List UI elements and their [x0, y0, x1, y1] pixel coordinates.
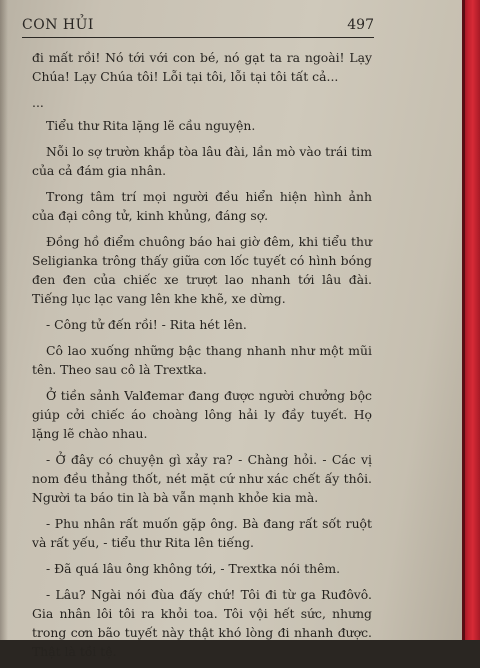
book-title: CON HỦI — [22, 17, 94, 33]
paragraph: đi mất rồi! Nó tới với con bé, nó gạt ta ra ngoài! Lạy Chúa! Lạy Chúa tôi! Lỗi tại tôi, lỗi tại tôi tất cả... — [32, 50, 372, 84]
paragraph: Nỗi lo sợ trườn khắp tòa lâu đài, lần mò vào trái tim của cả đám gia nhân. — [32, 144, 372, 178]
paragraph: - Công tử đến rồi! - Rita hét lên. — [46, 317, 247, 332]
page-body — [32, 48, 372, 668]
paragraph: Trong tâm trí mọi người đều hiển hiện hình ảnh của đại công tử, kinh khủng, đáng sợ. — [32, 189, 372, 223]
paragraph: - Đã quá lâu ông không tới, - Trextka nói thêm. — [46, 561, 341, 576]
paragraph: Cô lao xuống những bậc thang nhanh như một mũi tên. Theo sau cô là Trextka. — [32, 343, 372, 377]
paragraph: Tiểu thư Rita lặng lẽ cầu nguyện. — [46, 118, 256, 133]
paragraph: - Phu nhân rất muốn gặp ông. Bà đang rất sốt ruột và rất yếu, - tiểu thư Rita lên tiếng. — [32, 516, 372, 550]
paragraph: - Ở đây có chuyện gì xảy ra? - Chàng hỏi. - Các vị nom đều thảng thốt, nét mặt cứ như xác chết ấy thôi. Người ta báo tin là bà vẫn mạnh khỏe kia mà. — [32, 452, 372, 505]
paragraph: - Lâu? Ngài nói đùa đấy chứ! Tôi đi từ ga Ruđôvô. Gia nhân lôi tôi ra khỏi toa. Tôi vội hết sức, nhưng trong cơn bão tuyết này thật khó lòng đi nhanh được. Thật là tồi tệ. — [32, 587, 372, 659]
paragraph: ... — [32, 95, 44, 110]
gutter-shadow — [0, 0, 8, 640]
running-header — [22, 15, 374, 38]
page-number: 497 — [347, 17, 374, 33]
paragraph: Đồng hồ điểm chuông báo hai giờ đêm, khi tiểu thư Seligianka trông thấy giữa cơn lốc tuyết có hình bóng đen đen của chiếc xe trượt lao nhanh tới lâu đài. Tiếng lục lạc vang lên khe khẽ, xe dừng. — [32, 234, 372, 306]
paragraph: Ở tiền sảnh Valđemar đang được người chưởng bộc giúp cởi chiếc áo choàng lông hải ly đầy tuyết. Họ lặng lẽ chào nhau. — [32, 388, 372, 441]
red-book-cover-edge — [462, 0, 480, 640]
